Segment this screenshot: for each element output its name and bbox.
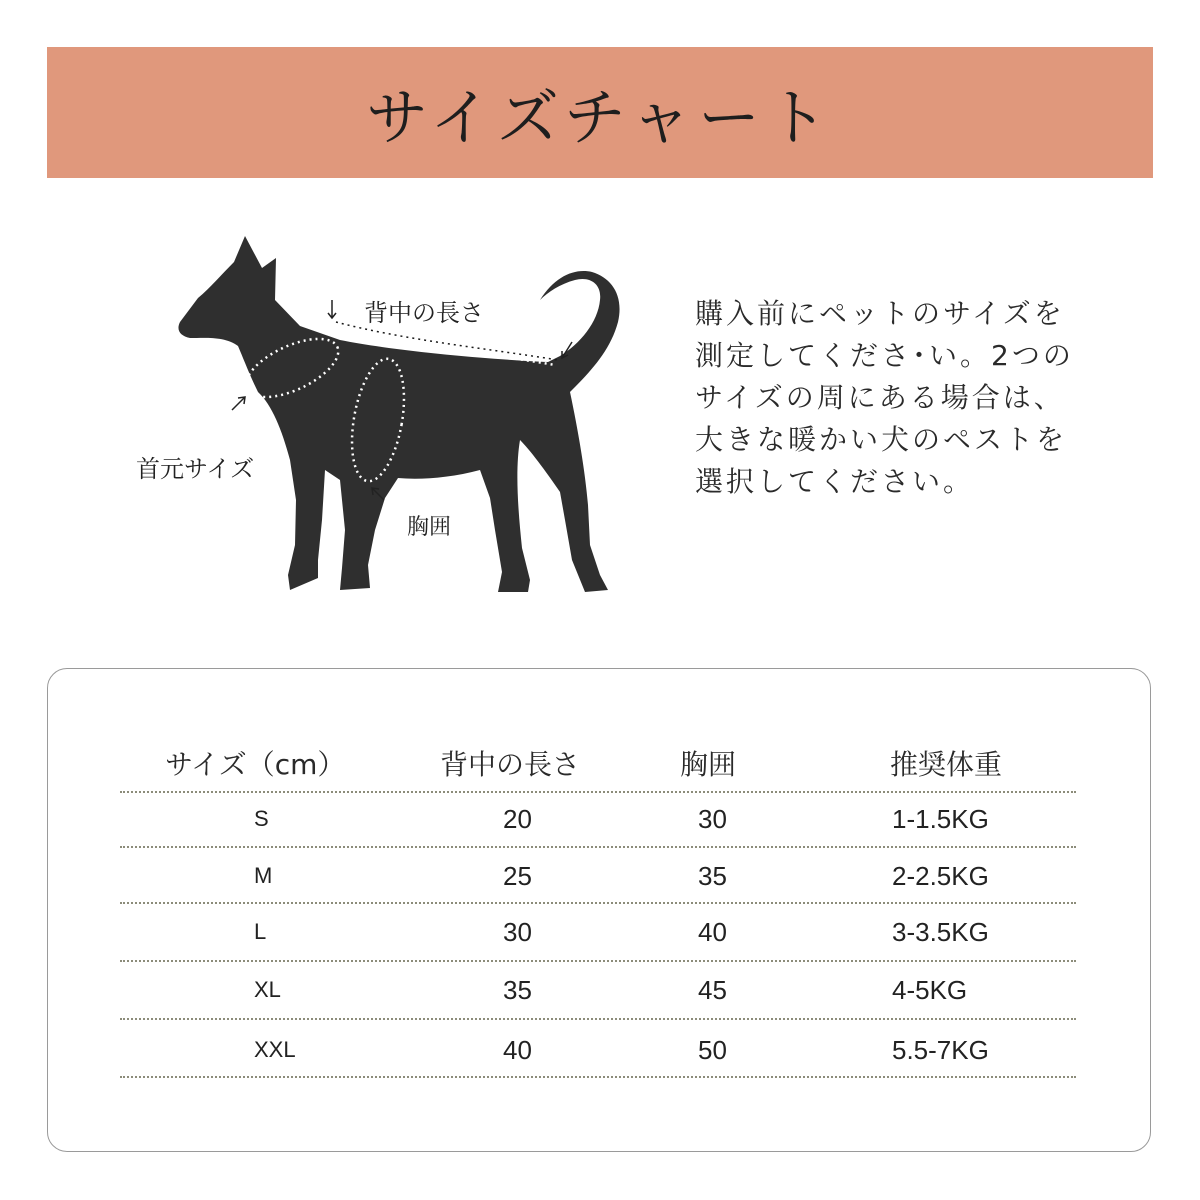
cell-chest: 40 [698,916,727,947]
cell-back-length: 25 [503,860,532,891]
header-size: サイズ（cm） [165,748,346,781]
table-divider [120,1076,1076,1078]
table-row [120,1022,1076,1078]
table-row [120,904,1076,960]
instruction-line: サイズの周にある場合は、 [695,381,1065,414]
cell-chest: 50 [698,1034,727,1065]
cell-size: L [254,919,267,944]
cell-weight: 2-2.5KG [892,860,989,891]
cell-size: M [254,863,273,888]
cell-chest: 45 [698,974,727,1005]
cell-size: S [254,806,269,831]
instruction-line: 購入前にペットのサイズを [695,297,1065,330]
back-length-label: 背中の長さ [364,299,484,327]
measurement-instructions [695,293,1115,503]
cell-weight: 5.5-7KG [892,1034,989,1065]
instruction-line: 選択してください。 [695,465,975,498]
cell-size: XL [254,977,281,1002]
table-divider [120,1018,1076,1020]
instruction-line: 大きな暖かい犬のペストを [695,423,1068,456]
table-row [120,848,1076,904]
cell-back-length: 20 [503,803,532,834]
cell-weight: 3-3.5KG [892,916,989,947]
neck-size-label: 首元サイズ [136,455,255,483]
title-banner [47,47,1153,178]
neck-arrow-icon [232,397,245,410]
header-chest: 胸囲 [680,748,737,781]
dog-measurement-diagram [120,225,640,605]
table-row [120,791,1076,847]
table-row [120,962,1076,1018]
cell-back-length: 30 [503,916,532,947]
cell-size: XXL [254,1037,296,1062]
table-header-row [120,735,1076,791]
cell-weight: 1-1.5KG [892,803,989,834]
back-arrow-icon [328,300,336,318]
header-weight: 推奨体重 [890,748,1003,781]
cell-chest: 30 [698,803,727,834]
header-back-length: 背中の長さ [440,748,581,781]
cell-chest: 35 [698,860,727,891]
instruction-line: 測定してくださ･い。2つの [695,339,1074,372]
cell-weight: 4-5KG [892,974,968,1005]
dog-silhouette [178,236,619,592]
page-title: サイズチャート [366,81,834,154]
cell-back-length: 35 [503,974,532,1005]
cell-back-length: 40 [503,1034,532,1065]
chest-label: 胸囲 [407,515,452,540]
